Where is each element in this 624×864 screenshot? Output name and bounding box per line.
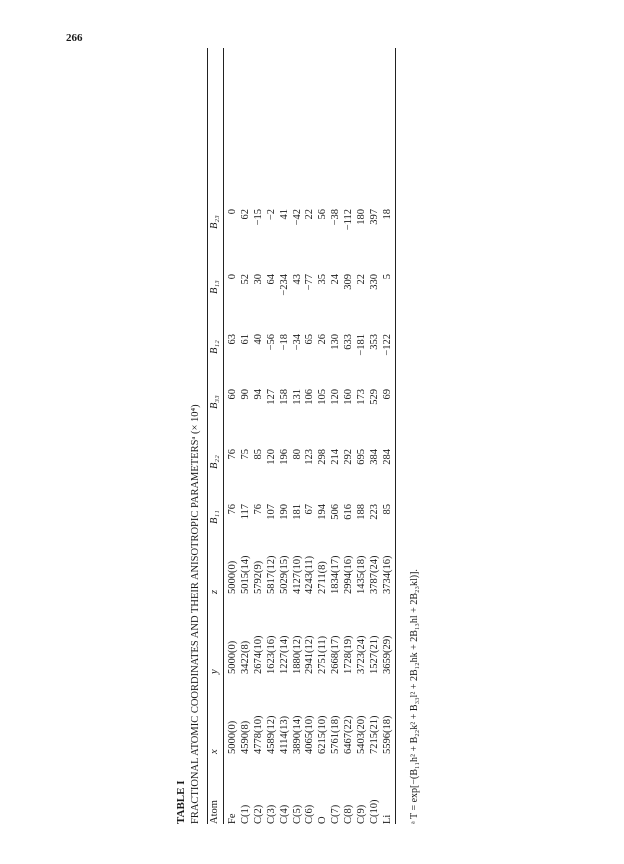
cell-b22: 196 <box>278 449 290 465</box>
rotated-table <box>175 48 435 824</box>
cell-y: 3422(8) <box>239 640 251 674</box>
cell-b11: 67 <box>304 504 316 515</box>
cell-b23: 18 <box>381 209 393 220</box>
cell-z: 5015(14) <box>239 555 251 594</box>
cell-b23: 41 <box>278 209 290 220</box>
cell-b23: 22 <box>304 209 316 220</box>
table-title <box>190 404 201 824</box>
cell-z: 4243(11) <box>304 555 316 594</box>
header-b22: B₂₂ <box>209 455 220 469</box>
cell-y: 2751(11) <box>317 635 329 674</box>
cell-x: 3890(14) <box>291 715 303 754</box>
cell-b13: 35 <box>317 274 329 285</box>
cell-b23: 180 <box>356 209 367 225</box>
cell-b13: 5 <box>381 274 393 280</box>
cell-b22: 284 <box>381 449 393 465</box>
table-label: TABLE I <box>175 780 187 824</box>
table-footnote: ᵃ T = exp[−(B₁₁h² + B₂₂k² + B₃₃l² + 2B₁₂hk + 2B₁₃hl + 2B₂₃kl)]. <box>409 569 420 824</box>
cell-atom: C(3) <box>265 804 277 824</box>
cell-z: 3734(16) <box>381 555 393 594</box>
cell-atom: O <box>317 816 329 824</box>
cell-y: 5000(0) <box>227 640 238 674</box>
cell-b33: 131 <box>291 389 303 405</box>
cell-atom: C(1) <box>239 804 251 824</box>
cell-y: 2674(10) <box>252 635 264 674</box>
cell-y: 1227(14) <box>278 635 290 674</box>
cell-x: 4589(12) <box>265 715 277 754</box>
header-b23: B₂₃ <box>209 215 220 229</box>
cell-b12: 633 <box>343 334 355 350</box>
cell-b33: 160 <box>343 389 355 405</box>
cell-b11: 190 <box>278 504 290 520</box>
cell-b23: 56 <box>317 209 329 220</box>
cell-z: 1834(17) <box>330 555 342 594</box>
cell-b22: 384 <box>368 449 380 465</box>
cell-b23: 397 <box>368 209 380 225</box>
cell-y: 3723(24) <box>356 635 367 674</box>
table-title-text: FRACTIONAL ATOMIC COORDINATES AND THEIR ANISOTROPIC PARAMETERS <box>190 439 201 824</box>
cell-atom: C(9) <box>356 804 367 824</box>
cell-b12: −56 <box>265 334 277 351</box>
cell-z: 4127(10) <box>291 555 303 594</box>
cell-y: 2668(17) <box>330 635 342 674</box>
cell-b12: 26 <box>317 334 329 345</box>
table-top-rule <box>207 48 208 824</box>
cell-b13: 309 <box>343 274 355 290</box>
cell-b11: 181 <box>291 504 303 520</box>
cell-b12: 40 <box>252 334 264 345</box>
cell-y: 1623(16) <box>265 635 277 674</box>
cell-b11: 76 <box>227 504 238 515</box>
cell-b11: 107 <box>265 504 277 520</box>
cell-b33: 69 <box>381 389 393 400</box>
header-b13: B₁₃ <box>209 280 220 294</box>
cell-y: 1728(19) <box>343 635 355 674</box>
cell-b13: 43 <box>291 274 303 285</box>
cell-b33: 127 <box>265 389 277 405</box>
table-bottom-rule <box>395 48 396 824</box>
cell-b22: 292 <box>343 449 355 465</box>
cell-x: 4065(10) <box>304 715 316 754</box>
cell-x: 4590(8) <box>239 720 251 754</box>
cell-z: 5817(12) <box>265 555 277 594</box>
cell-b33: 90 <box>239 389 251 400</box>
cell-b22: 695 <box>356 449 367 465</box>
cell-b13: 22 <box>356 274 367 285</box>
cell-x: 7215(21) <box>368 715 380 754</box>
cell-b22: 120 <box>265 449 277 465</box>
cell-atom: Fe <box>227 813 238 824</box>
cell-z: 3787(24) <box>368 555 380 594</box>
cell-z: 2711(8) <box>317 561 329 594</box>
cell-atom: C(5) <box>291 804 303 824</box>
cell-b22: 123 <box>304 449 316 465</box>
cell-b13: 64 <box>265 274 277 285</box>
page-number: 266 <box>66 32 83 44</box>
cell-y: 1880(12) <box>291 635 303 674</box>
cell-x: 6467(22) <box>343 715 355 754</box>
cell-b13: −77 <box>304 274 316 291</box>
cell-b33: 94 <box>252 389 264 400</box>
cell-atom: Li <box>381 814 393 824</box>
cell-b11: 117 <box>239 504 251 520</box>
table-title-suffix: ᵃ (× 10⁴) <box>190 404 201 440</box>
cell-b23: −112 <box>343 209 355 231</box>
cell-b11: 85 <box>381 504 393 515</box>
cell-x: 5761(18) <box>330 715 342 754</box>
cell-z: 5029(15) <box>278 555 290 594</box>
cell-z: 2994(16) <box>343 555 355 594</box>
header-x: x <box>209 749 220 754</box>
cell-b12: −34 <box>291 334 303 351</box>
header-b11: B₁₁ <box>209 510 220 524</box>
cell-b22: 85 <box>252 449 264 460</box>
cell-atom: C(8) <box>343 804 355 824</box>
header-b33: B₃₃ <box>209 395 220 409</box>
cell-x: 6215(10) <box>317 715 329 754</box>
cell-atom: C(10) <box>368 799 380 824</box>
cell-y: 3659(29) <box>381 635 393 674</box>
cell-b12: 63 <box>227 334 238 345</box>
cell-b22: 75 <box>239 449 251 460</box>
cell-b12: −122 <box>381 334 393 356</box>
cell-b23: 0 <box>227 209 238 215</box>
table-header-rule <box>223 48 224 824</box>
cell-b33: 529 <box>368 389 380 405</box>
cell-z: 1435(18) <box>356 555 367 594</box>
cell-b23: −38 <box>330 209 342 226</box>
cell-atom: C(4) <box>278 804 290 824</box>
cell-b23: −2 <box>265 209 277 221</box>
cell-b12: −181 <box>356 334 367 356</box>
cell-b11: 223 <box>368 504 380 520</box>
cell-x: 5596(18) <box>381 715 393 754</box>
header-atom: Atom <box>209 800 220 824</box>
cell-b11: 76 <box>252 504 264 515</box>
cell-x: 4778(10) <box>252 715 264 754</box>
cell-x: 5403(20) <box>356 715 367 754</box>
cell-b22: 80 <box>291 449 303 460</box>
cell-b33: 60 <box>227 389 238 400</box>
cell-b33: 106 <box>304 389 316 405</box>
cell-b23: −42 <box>291 209 303 226</box>
cell-b22: 298 <box>317 449 329 465</box>
cell-x: 4114(13) <box>278 715 290 754</box>
cell-b13: 24 <box>330 274 342 285</box>
cell-b11: 194 <box>317 504 329 520</box>
cell-b12: 61 <box>239 334 251 345</box>
cell-y: 2941(12) <box>304 635 316 674</box>
cell-b13: 0 <box>227 274 238 280</box>
cell-b33: 173 <box>356 389 367 405</box>
cell-b11: 616 <box>343 504 355 520</box>
cell-atom: C(6) <box>304 804 316 824</box>
cell-b11: 506 <box>330 504 342 520</box>
cell-x: 5000(0) <box>227 720 238 754</box>
cell-b13: 52 <box>239 274 251 285</box>
cell-z: 5000(0) <box>227 560 238 594</box>
cell-b13: 330 <box>368 274 380 290</box>
cell-b23: −15 <box>252 209 264 226</box>
cell-b12: 65 <box>304 334 316 345</box>
cell-atom: C(2) <box>252 804 264 824</box>
header-z: z <box>209 589 220 594</box>
header-b12: B₁₂ <box>209 340 220 354</box>
cell-y: 1527(21) <box>368 635 380 674</box>
cell-b12: −18 <box>278 334 290 351</box>
cell-b22: 76 <box>227 449 238 460</box>
cell-b23: 62 <box>239 209 251 220</box>
cell-z: 5792(9) <box>252 560 264 594</box>
cell-b11: 188 <box>356 504 367 520</box>
cell-b12: 130 <box>330 334 342 350</box>
cell-b12: 353 <box>368 334 380 350</box>
cell-b33: 105 <box>317 389 329 405</box>
cell-b22: 214 <box>330 449 342 465</box>
cell-b33: 158 <box>278 389 290 405</box>
cell-atom: C(7) <box>330 804 342 824</box>
header-y: y <box>209 669 220 674</box>
cell-b13: −234 <box>278 274 290 296</box>
cell-b13: 30 <box>252 274 264 285</box>
cell-b33: 120 <box>330 389 342 405</box>
